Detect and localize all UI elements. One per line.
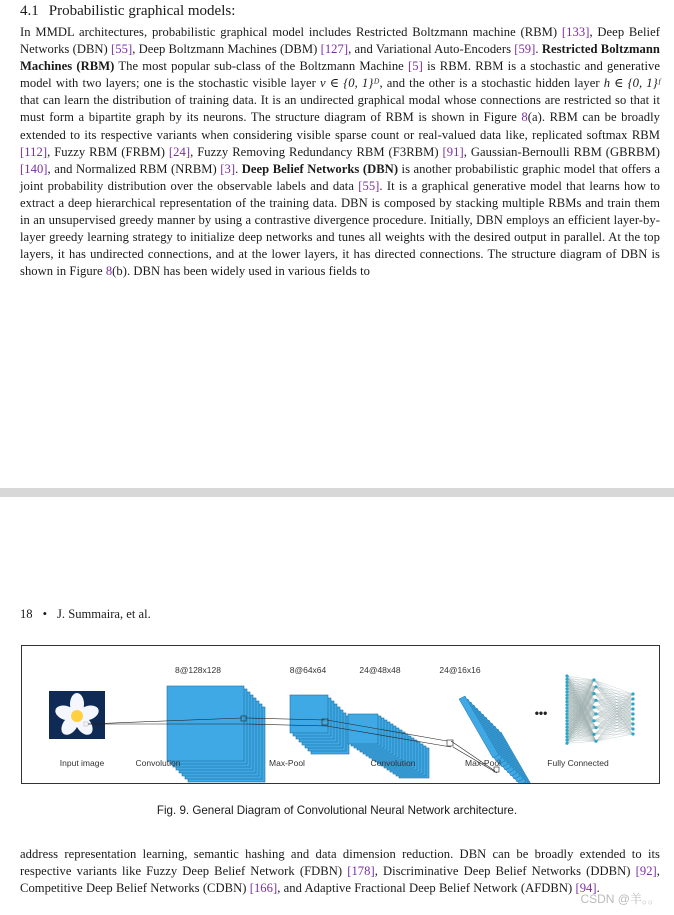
fc-node xyxy=(565,738,568,741)
label-convolution-1: Convolution xyxy=(135,758,181,768)
text-run: , Discriminative Deep Belief Networks (DDBN) xyxy=(374,864,636,879)
text-run: is another probabilistic graphic model that offers a joint probability distribution over the observable labels and data xyxy=(20,161,660,193)
label-max-pool-2: Max-Pool xyxy=(465,758,501,768)
fc-node xyxy=(592,733,595,736)
conv2-block xyxy=(348,714,429,778)
citation-link[interactable]: [59] xyxy=(514,42,536,57)
fc-node xyxy=(565,726,568,729)
fc-node xyxy=(565,742,568,745)
fc-node xyxy=(565,710,568,713)
pool1-block xyxy=(290,695,349,754)
citation-link[interactable]: [94] xyxy=(575,881,597,896)
text-run: , Deep Boltzmann Machines (DBM) xyxy=(132,42,321,57)
text-run: . xyxy=(596,881,600,896)
fc-node xyxy=(631,692,634,695)
text-run: , and Normalized RBM (NRBM) xyxy=(47,161,221,176)
fc-node xyxy=(631,712,634,715)
citation-link[interactable]: [3] xyxy=(220,161,236,176)
section-title: Probabilistic graphical models: xyxy=(48,3,236,19)
fc-node xyxy=(594,685,597,688)
fc-node xyxy=(565,674,568,677)
citation-link[interactable]: [24] xyxy=(168,144,191,159)
body-paragraph-bottom xyxy=(20,846,660,897)
text-run: , Fuzzy Removing Redundancy RBM (F3RBM) xyxy=(190,144,443,159)
fc-node xyxy=(565,735,568,738)
citation-link[interactable]: [140] xyxy=(20,161,48,176)
fc-node xyxy=(631,717,634,720)
label-conv2-size: 24@48x48 xyxy=(359,665,401,675)
citation-link[interactable]: [127] xyxy=(320,42,349,57)
fc-node xyxy=(565,706,568,709)
label-pool1-size: 8@64x64 xyxy=(289,665,327,675)
fc-node xyxy=(565,687,568,690)
label-pool2-size: 24@16x16 xyxy=(439,665,481,675)
citation-link[interactable]: [112] xyxy=(20,144,48,159)
text-run: The most popular sub-class of the Boltzmann Machine xyxy=(114,59,409,74)
figure-link[interactable]: 8 xyxy=(105,264,113,279)
math-hidden-layer: h ∈ {0, 1}ᶠ xyxy=(603,76,660,91)
author-line: J. Summaira, et al. xyxy=(57,607,151,621)
figure-link[interactable]: 8 xyxy=(521,110,528,125)
citation-link[interactable]: [166] xyxy=(249,881,278,896)
citation-link[interactable]: [92] xyxy=(635,864,657,879)
fc-node xyxy=(594,726,597,729)
ellipsis-dots: ••• xyxy=(534,706,548,720)
text-run: (a). RBM can be broadly extended to its respective variants when considering visible sparse count or real-valued data like, replicated softmax RBM xyxy=(20,110,660,142)
fc-node xyxy=(592,706,595,709)
fc-connections xyxy=(567,676,633,743)
term-rbm: Restricted Boltzmann Machines (RBM) xyxy=(20,42,660,74)
bullet-separator: • xyxy=(42,607,48,621)
text-run: address representation learning, semantic hashing and data dimension reduction. DBN can be broadly extended to its respective variants like Fuzzy Deep Belief Network (FDBN) xyxy=(20,847,660,879)
citation-link[interactable]: [91] xyxy=(442,144,464,159)
input-image xyxy=(49,691,105,739)
cnn-figure xyxy=(21,645,660,784)
body-paragraph-top xyxy=(20,24,660,280)
running-head xyxy=(20,607,151,622)
fc-node xyxy=(565,732,568,735)
feature-map xyxy=(348,714,378,744)
text-run: (b). DBN has been widely used in various fields to xyxy=(112,264,370,279)
fc-node xyxy=(565,719,568,722)
fc-node xyxy=(565,684,568,687)
text-run: . xyxy=(235,161,242,176)
fc-node xyxy=(594,699,597,702)
text-run: , Deep Belief Networks (DBN) xyxy=(20,25,660,57)
fc-node xyxy=(592,719,595,722)
fc-node xyxy=(631,727,634,730)
text-run: is RBM. RBM is a stochastic and generative model with two layers; one is the stochastic visible layer xyxy=(20,59,660,91)
math-visible-layer: v ∈ {0, 1}ᴰ xyxy=(320,76,380,91)
fc-node xyxy=(565,694,568,697)
fc-node xyxy=(592,692,595,695)
feature-map xyxy=(167,686,244,761)
text-run: , and Variational Auto-Encoders xyxy=(348,42,515,57)
fc-node xyxy=(631,732,634,735)
citation-link[interactable]: [178] xyxy=(347,864,375,879)
fc-node xyxy=(565,678,568,681)
text-run: , and the other is a stochastic hidden layer xyxy=(379,76,604,91)
fc-node xyxy=(631,697,634,700)
fc-node xyxy=(592,678,595,681)
section-heading xyxy=(20,3,235,20)
term-dbn: Deep Belief Networks (DBN) xyxy=(241,161,399,176)
text-run: . It is a graphical generative model that learns how to extract a deep hierarchical representation of the training data. DBN is composed by stacking multiple RBMs and train them in an unsupervised greedy manner by using a contrastive divergence procedure. Initially, DBN employs an efficient layer-by-layer greedy learning strategy to initialize deep networks and tunes all weights with the desired output in parallel. At the top layers, it has undirected connections, and at the lower layers, it has directed connections. The structure diagram of DBN is shown in Figure xyxy=(20,178,660,279)
fc-node xyxy=(594,712,597,715)
text-run: . xyxy=(535,42,542,57)
fc-node xyxy=(565,697,568,700)
fc-node xyxy=(565,716,568,719)
text-run: , Competitive Deep Belief Networks (CDBN) xyxy=(20,864,660,896)
fc-node xyxy=(565,703,568,706)
cnn-diagram xyxy=(22,646,659,783)
citation-link[interactable]: [55] xyxy=(358,178,380,193)
label-input-image: Input image xyxy=(59,758,105,768)
page-number: 18 xyxy=(20,607,33,621)
fc-node xyxy=(565,690,568,693)
page-separator xyxy=(0,488,674,497)
label-convolution-2: Convolution xyxy=(370,758,416,768)
text-run: that can learn the distribution of training data. It is an undirected graphical modal whose connections are restricted so that it must form a bipartite graph by its neurons. The structure diagram of RBM is shown in Figure xyxy=(20,93,660,125)
text-run: , Gaussian-Bernoulli RBM (GBRBM) xyxy=(463,144,660,159)
text-run: , Fuzzy RBM (FRBM) xyxy=(47,144,169,159)
csdn-watermark: CSDN @羊。。 xyxy=(580,892,660,906)
label-max-pool-1: Max-Pool xyxy=(269,758,305,768)
fc-node xyxy=(565,722,568,725)
fc-node xyxy=(565,713,568,716)
fc-node xyxy=(594,740,597,743)
pool2-block xyxy=(459,696,535,783)
fc-node xyxy=(565,700,568,703)
fc-node xyxy=(565,729,568,732)
section-number: 4.1 xyxy=(20,3,39,19)
fc-node xyxy=(631,702,634,705)
feature-map xyxy=(290,695,328,733)
label-fully-connected: Fully Connected xyxy=(547,758,609,768)
fc-node xyxy=(631,722,634,725)
text-run: In MMDL architectures, probabilistic graphical model includes Restricted Boltzmann machine (RBM) xyxy=(20,25,562,39)
fc-node xyxy=(631,707,634,710)
fully-connected-layer xyxy=(565,674,634,744)
figure-caption: Fig. 9. General Diagram of Convolutional Neural Network architecture. xyxy=(156,804,518,817)
text-run: , and Adaptive Fractional Deep Belief Network (AFDBN) xyxy=(277,881,576,896)
conv1-block xyxy=(167,686,265,782)
fc-node xyxy=(565,681,568,684)
label-conv1-size: 8@128x128 xyxy=(175,665,221,675)
citation-link[interactable]: [5] xyxy=(408,59,423,74)
citation-link[interactable]: [55] xyxy=(111,42,133,57)
citation-link[interactable]: [133] xyxy=(561,25,590,39)
